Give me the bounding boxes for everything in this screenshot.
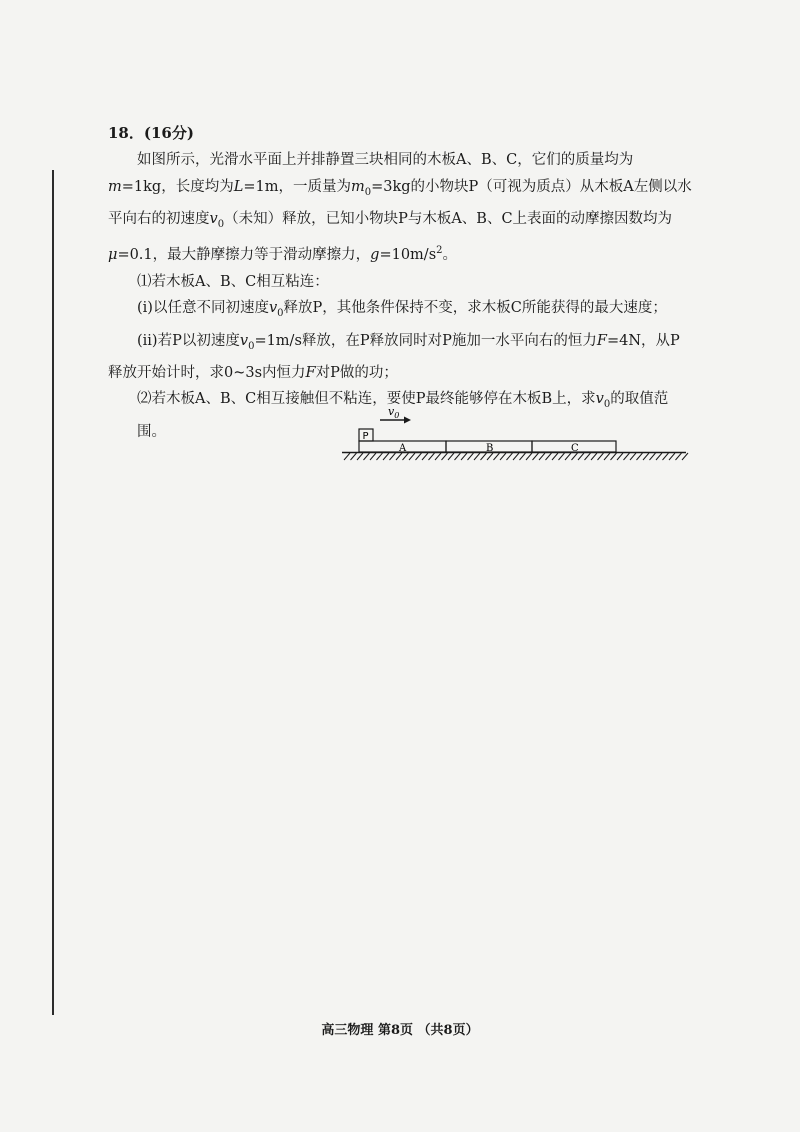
binding-line bbox=[52, 170, 54, 1015]
question-number: 18．(16分) bbox=[108, 124, 194, 142]
page-footer: 高三物理 第8页 （共8页） bbox=[321, 1023, 479, 1038]
part1-i: (i)以任意不同初速度$v_0$释放P，其他条件保持不变，求木板C所能获得的最大速度； bbox=[137, 300, 667, 319]
board-b-label: B bbox=[486, 443, 494, 454]
physics-diagram bbox=[338, 402, 690, 466]
part2: ⑵若木板A、B、C相互接触但不粘连，要使P最终能够停在木板B上，求$v_0$的取值范围。 bbox=[137, 391, 669, 440]
part1-title: ⑴若木板A、B、C相互粘连： bbox=[137, 273, 329, 290]
ground-hatching bbox=[344, 453, 688, 460]
board-a-label: A bbox=[399, 443, 407, 454]
block-p-label: P bbox=[362, 431, 369, 442]
question-intro: 如图所示，光滑水平面上并排静置三块相同的木板A、B、C，它们的质量均为m=1kg，长度均为L=1m，一质量为$m_0=3kg$的小物块P（可视为质点）从木板A左侧以水平向右的初速度$v_0$（未知）释放，已知小物块P与木板A、B、C上表面的动摩擦因数均为μ=0.1，最大静摩擦力等于滑动摩擦力，$g=10m/s^2$。 bbox=[108, 152, 692, 264]
board-c-label: C bbox=[571, 443, 579, 454]
question-body bbox=[108, 147, 693, 445]
part1-ii: (ii)若P以初速度$v_0=1m/s$释放，在P释放同时对P施加一水平向右的恒力F=4N，从P释放开始计时，求0~3s内恒力F对P做的功； bbox=[108, 332, 680, 381]
velocity-label: $v_0$ bbox=[388, 405, 400, 420]
